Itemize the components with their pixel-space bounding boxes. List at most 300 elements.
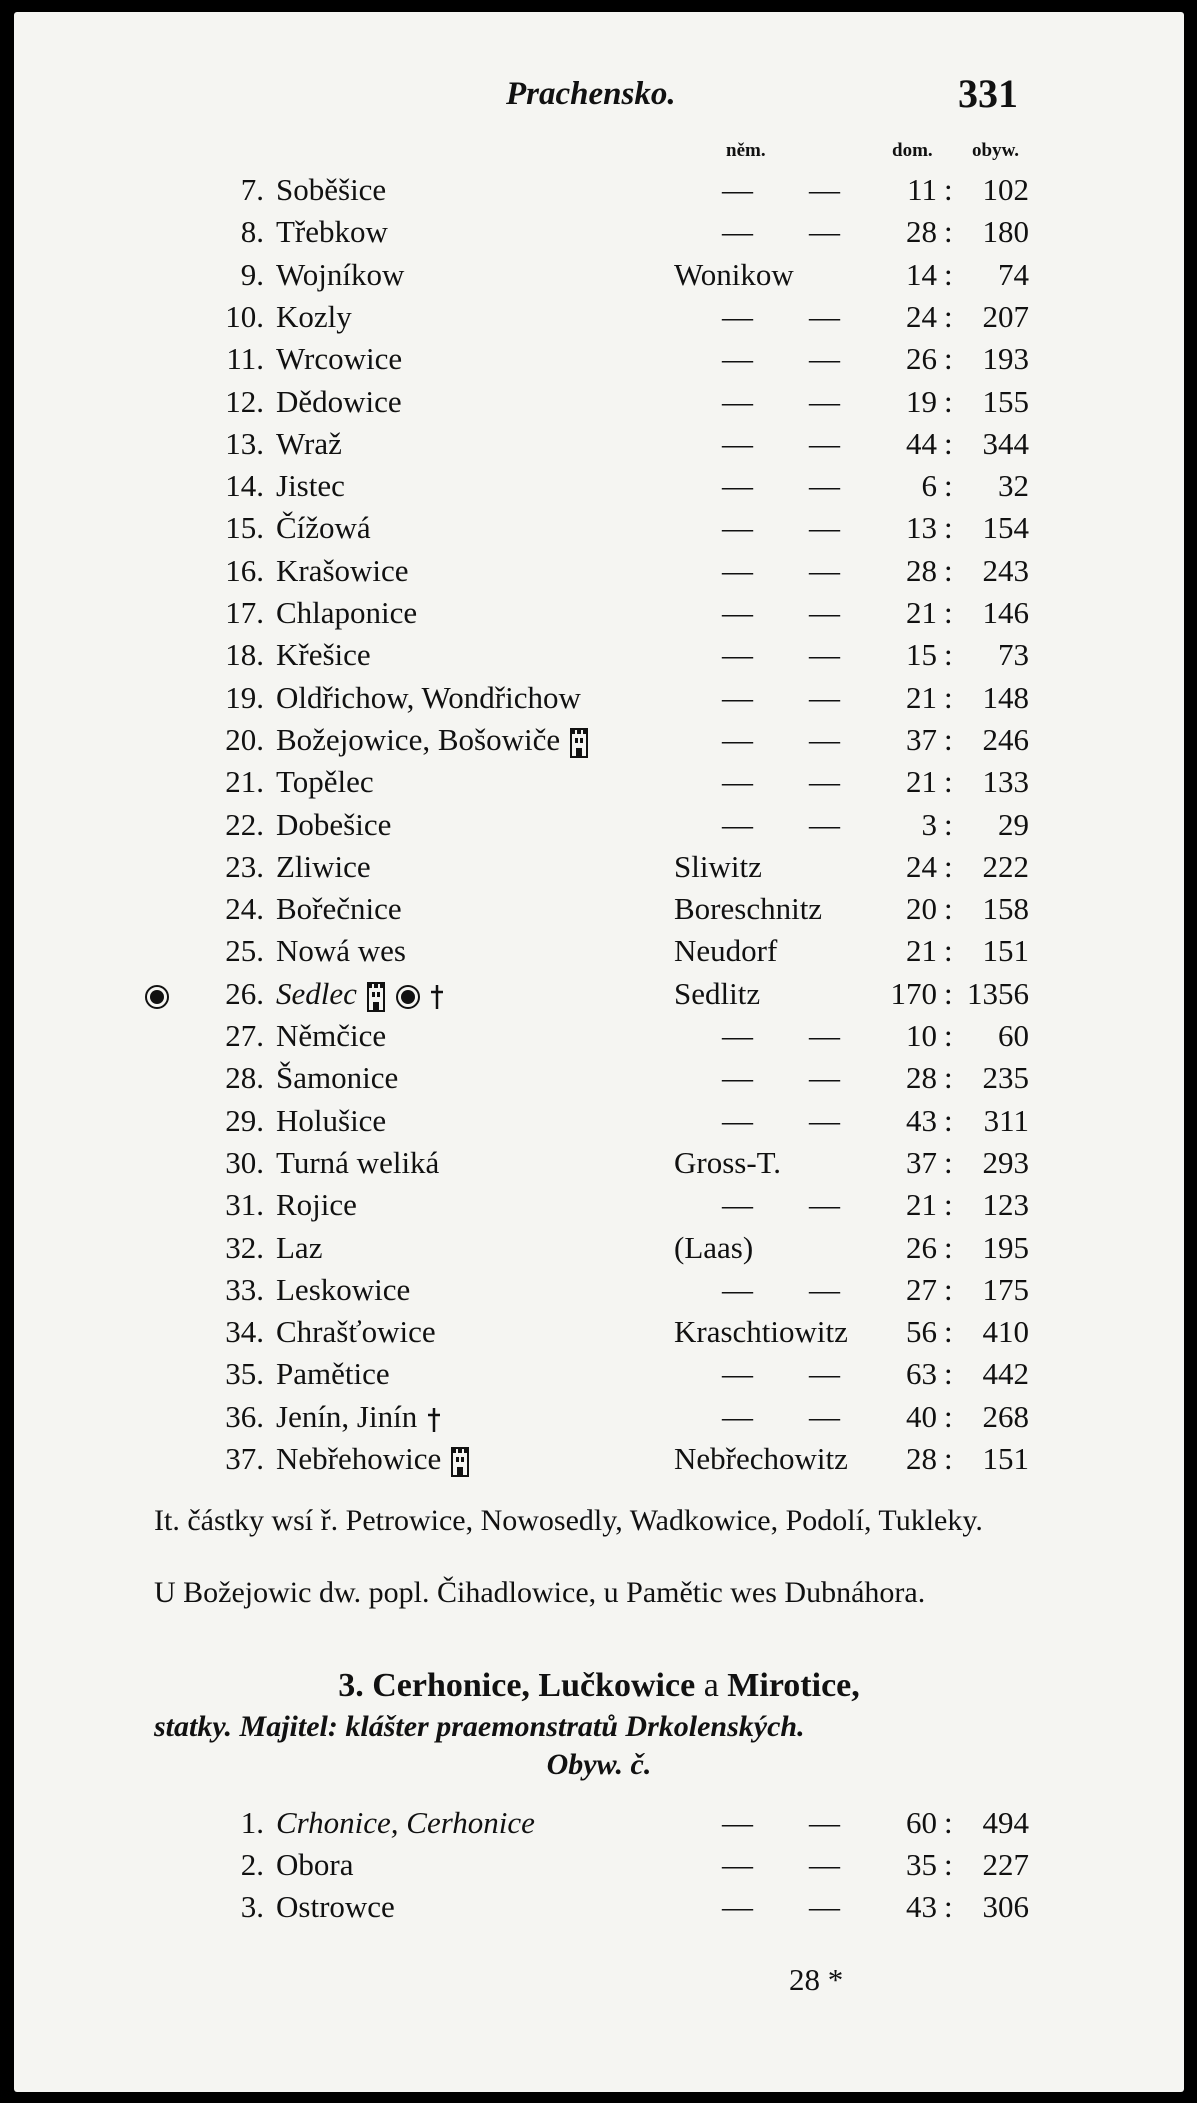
table-row [14,722,1184,764]
dash-mark: — [809,383,840,419]
village-name [276,1889,395,1925]
dash-mark: — [722,806,753,842]
table-row [14,468,1184,510]
village-name [276,1314,436,1350]
church-cross-icon [425,1406,443,1434]
population-count: 133 [982,764,1029,800]
village-name-text: Krašowice [276,552,409,588]
house-count: 24 [906,298,937,334]
section-title-second: Mirotice, [727,1667,860,1704]
house-count: 43 [906,1889,937,1924]
dash-mark: — [809,764,840,800]
dash-mark: — [722,1102,753,1138]
house-count: 170 [890,975,937,1011]
signature-mark: 28 * [789,1962,844,1997]
row-number: 12. [225,383,264,419]
page-number: 331 [958,71,1018,116]
village-name-text: Nebřehowice [276,1441,442,1476]
colon-separator: : [944,764,953,800]
table-row [14,637,1184,679]
table-row [14,976,1184,1018]
table-row [14,1399,1184,1441]
dash-mark: — [722,1889,753,1924]
village-name [276,764,374,800]
section-subtitle: statky. Majitel: klášter praemonstratů Drkolenských. [154,1710,805,1743]
village-name-text: Zliwice [276,848,371,884]
section-title-number: 3. [338,1667,364,1704]
village-name-text: Nowá wes [276,933,406,969]
church-cross-icon [428,983,446,1011]
population-count: 494 [982,1805,1029,1840]
population-count: 195 [982,1229,1029,1265]
house-count: 26 [906,1229,937,1265]
house-count: 6 [921,468,937,504]
village-name [276,341,402,377]
table-row [14,807,1184,849]
row-number: 1. [240,1805,264,1840]
section-title [14,1667,1184,1705]
dash-mark: — [722,764,753,800]
colon-separator: : [944,1805,953,1840]
population-count: 207 [982,298,1029,334]
village-name-text: Wojníkow [276,256,405,292]
village-name [276,1805,535,1841]
population-count: 306 [982,1889,1029,1924]
dash-mark: — [722,721,753,757]
house-count: 21 [906,764,937,800]
village-name [276,595,417,631]
dash-mark: — [809,1889,840,1924]
row-number: 30. [225,1144,264,1180]
dash-mark: — [809,595,840,630]
colon-separator: : [944,848,953,884]
dash-mark: — [809,468,840,504]
village-name [276,807,391,843]
table-row [14,384,1184,426]
dash-mark: — [809,298,840,334]
column-head-nem: něm. [726,140,766,161]
village-name-text: Pamětice [276,1356,390,1392]
table-row [14,172,1184,214]
population-count: 73 [998,637,1029,673]
dash-mark: — [809,172,840,207]
table-row [14,595,1184,637]
colon-separator: : [944,1187,953,1223]
dash-mark: — [722,595,753,630]
house-count: 13 [906,510,937,546]
village-name [276,1187,357,1223]
dash-mark: — [809,1398,840,1434]
table-row [14,1187,1184,1229]
village-name-text: Kozly [276,298,352,334]
house-count: 11 [907,172,937,207]
population-count: 180 [982,214,1029,250]
house-count: 28 [906,1441,937,1476]
dash-mark: — [722,1187,753,1223]
table-row [14,1060,1184,1102]
house-count: 37 [906,721,937,757]
table-row [14,1103,1184,1145]
parish-circle-icon [395,984,421,1010]
table-row [14,214,1184,256]
dash-mark: — [722,1805,753,1840]
german-name: Nebřechowitz [674,1441,848,1476]
dash-mark: — [809,341,840,377]
population-count: 243 [982,552,1029,588]
dash-mark: — [809,1018,840,1053]
dash-mark: — [809,1847,840,1882]
table-row [14,1847,1184,1889]
village-name-text: Soběšice [276,172,387,207]
table-row [14,553,1184,595]
table-row [14,849,1184,891]
village-name-text: Jenín, Jinín [276,1398,418,1434]
village-name [276,257,404,293]
castle-icon [449,1446,471,1478]
population-count: 175 [982,1271,1029,1307]
colon-separator: : [944,1847,953,1882]
dash-mark: — [722,425,753,461]
row-number: 14. [225,468,264,504]
population-count: 154 [982,510,1029,546]
colon-separator: : [944,341,953,377]
dash-mark: — [809,1805,840,1840]
running-title: Prachensko. [506,76,676,112]
dash-mark: — [722,172,753,207]
note-settlements: U Božejowic dw. popl. Čihadlowice, u Pamětic wes Dubnáhora. [154,1576,926,1609]
house-count: 10 [906,1018,937,1053]
village-name-text: Chlaponice [276,595,418,630]
dash-mark: — [809,1356,840,1392]
dash-mark: — [722,679,753,715]
row-number: 35. [225,1356,264,1392]
row-number: 37. [225,1441,264,1476]
population-count: 32 [998,468,1029,504]
village-name [276,1441,471,1478]
dash-mark: — [722,341,753,377]
colon-separator: : [944,256,953,292]
village-name [276,1018,386,1054]
village-name [276,1103,386,1139]
village-name-text: Ostrowce [276,1889,395,1924]
house-count: 24 [906,848,937,884]
town-mark [144,976,170,1012]
population-count: 311 [983,1102,1029,1138]
column-head-dom: dom. [892,140,933,161]
village-name [276,299,352,335]
row-number: 21. [225,764,264,800]
colon-separator: : [944,1271,953,1307]
row-number: 17. [225,595,264,630]
house-count: 15 [906,637,937,673]
house-count: 44 [906,425,937,461]
dash-mark: — [809,214,840,250]
house-count: 60 [906,1805,937,1840]
german-name: Sliwitz [674,848,762,884]
colon-separator: : [944,1889,953,1924]
dash-mark: — [722,468,753,504]
german-name: Kraschtiowitz [674,1314,848,1350]
dash-mark: — [722,214,753,250]
population-count: 102 [982,172,1029,207]
colon-separator: : [944,468,953,504]
dash-mark: — [809,637,840,673]
colon-separator: : [944,1060,953,1096]
german-name: (Laas) [674,1229,754,1265]
house-count: 28 [906,1060,937,1096]
village-name [276,891,402,927]
table-row [14,1272,1184,1314]
village-name-text: Wraž [276,425,342,461]
section-title-and: a [703,1667,719,1704]
table-row [14,1441,1184,1483]
village-name-text: Sedlec [276,975,357,1011]
population-count: 155 [982,383,1029,419]
house-count: 3 [921,806,937,842]
german-name: Neudorf [674,933,778,969]
colon-separator: : [944,1356,953,1392]
population-count: 158 [982,891,1029,927]
row-number: 32. [225,1229,264,1265]
village-name [276,510,371,546]
colon-separator: : [944,1441,953,1476]
population-count: 227 [982,1847,1029,1882]
village-name-text: Bořečnice [276,891,402,927]
village-name [276,722,590,759]
colon-separator: : [944,1144,953,1180]
row-number: 22. [225,806,264,842]
row-number: 24. [225,891,264,927]
population-count: 410 [982,1314,1029,1350]
colon-separator: : [944,1018,953,1053]
population-count: 1356 [967,975,1029,1011]
house-count: 14 [906,256,937,292]
house-count: 37 [906,1144,937,1180]
village-name-text: Holušice [276,1102,387,1138]
table-row [14,257,1184,299]
dash-mark: — [809,806,840,842]
german-name: Sedlitz [674,975,761,1011]
dash-mark: — [722,1060,753,1096]
colon-separator: : [944,721,953,757]
village-name [276,1145,439,1181]
population-count: 293 [982,1144,1029,1180]
row-number: 31. [225,1187,264,1223]
dash-mark: — [809,1060,840,1096]
colon-separator: : [944,975,953,1011]
population-count: 74 [998,256,1029,292]
village-name-text: Rojice [276,1187,357,1223]
castle-icon [365,981,387,1013]
colon-separator: : [944,1102,953,1138]
row-number: 2. [240,1847,264,1882]
village-name-text: Dobešice [276,806,392,842]
village-name-text: Crhonice, Cerhonice [276,1805,535,1840]
village-name [276,1399,443,1435]
row-number: 34. [225,1314,264,1350]
row-number: 8. [240,214,264,250]
village-name [276,976,446,1013]
population-count: 151 [982,933,1029,969]
population-count: 246 [982,721,1029,757]
row-number: 29. [225,1102,264,1138]
village-name-text: Laz [276,1229,323,1265]
village-name [276,172,386,208]
village-name-text: Oldřichow, Wondřichow [276,679,581,715]
row-number: 19. [225,679,264,715]
note-other-villages: It. částky wsí ř. Petrowice, Nowosedly, Wadkowice, Podolí, Tukleky. [154,1504,983,1537]
row-number: 3. [240,1889,264,1924]
table-row [14,680,1184,722]
table-row [14,1314,1184,1356]
population-count: 148 [982,679,1029,715]
population-count: 442 [982,1356,1029,1392]
village-name-text: Topělec [276,764,374,800]
village-name-text: Jistec [276,468,345,504]
village-name-text: Šamonice [276,1060,399,1096]
village-name [276,1060,398,1096]
village-name-text: Třebkow [276,214,388,250]
village-name-text: Čížowá [276,510,371,546]
dash-mark: — [722,637,753,673]
colon-separator: : [944,214,953,250]
colon-separator: : [944,298,953,334]
population-count: 60 [998,1018,1029,1053]
row-number: 28. [225,1060,264,1096]
dash-mark: — [722,552,753,588]
population-count: 344 [982,425,1029,461]
table-row [14,299,1184,341]
house-count: 19 [906,383,937,419]
village-name-text: Wrcowice [276,341,403,377]
row-number: 27. [225,1018,264,1053]
colon-separator: : [944,425,953,461]
village-name [276,214,388,250]
row-number: 18. [225,637,264,673]
population-count: 268 [982,1398,1029,1434]
village-name [276,553,409,589]
table-row [14,933,1184,975]
table-row [14,1889,1184,1931]
colon-separator: : [944,510,953,546]
village-name [276,1230,322,1266]
section-subtitle-population: Obyw. č. [546,1748,652,1781]
colon-separator: : [944,679,953,715]
village-name [276,680,581,716]
row-number: 23. [225,848,264,884]
section-title-first: Cerhonice, Lučkowice [372,1667,696,1704]
dash-mark: — [809,1102,840,1138]
page [14,12,1184,2092]
table-row [14,1145,1184,1187]
village-name [276,849,371,885]
house-count: 21 [906,1187,937,1223]
table-row [14,1805,1184,1847]
population-count: 29 [998,806,1029,842]
table-row [14,891,1184,933]
village-name [276,468,345,504]
row-number: 26. [225,975,264,1011]
village-name [276,1272,410,1308]
population-count: 151 [982,1441,1029,1476]
row-number: 10. [225,298,264,334]
dash-mark: — [809,425,840,461]
table-row [14,1018,1184,1060]
row-number: 15. [225,510,264,546]
house-count: 21 [906,595,937,630]
house-count: 63 [906,1356,937,1392]
dash-mark: — [722,383,753,419]
village-name-text: Leskowice [276,1271,411,1307]
house-count: 40 [906,1398,937,1434]
row-number: 20. [225,721,264,757]
row-number: 36. [225,1398,264,1434]
dash-mark: — [722,1018,753,1053]
dash-mark: — [722,1356,753,1392]
table-row [14,1356,1184,1398]
table-row [14,426,1184,468]
dash-mark: — [722,298,753,334]
colon-separator: : [944,1314,953,1350]
house-count: 28 [906,214,937,250]
house-count: 28 [906,552,937,588]
dash-mark: — [809,1187,840,1223]
house-count: 35 [906,1847,937,1882]
dash-mark: — [809,721,840,757]
house-count: 56 [906,1314,937,1350]
dash-mark: — [809,552,840,588]
row-number: 25. [225,933,264,969]
colon-separator: : [944,933,953,969]
dash-mark: — [809,1271,840,1307]
row-number: 33. [225,1271,264,1307]
german-name: Wonikow [674,256,794,292]
german-name: Boreschnitz [674,891,823,927]
population-count: 222 [982,848,1029,884]
dash-mark: — [722,1398,753,1434]
colon-separator: : [944,891,953,927]
dash-mark: — [722,1271,753,1307]
row-number: 13. [225,425,264,461]
house-count: 27 [906,1271,937,1307]
village-name [276,637,371,673]
dash-mark: — [809,679,840,715]
population-count: 123 [982,1187,1029,1223]
village-name [276,384,402,420]
row-number: 7. [240,172,264,207]
village-name [276,1356,390,1392]
dash-mark: — [722,1847,753,1882]
village-name-text: Božejowice, Bošowiče [276,721,561,757]
colon-separator: : [944,1398,953,1434]
village-name-text: Němčice [276,1018,387,1053]
colon-separator: : [944,595,953,630]
row-number: 11. [226,341,264,377]
german-name: Gross-T. [674,1144,782,1180]
village-name-text: Dědowice [276,383,402,419]
castle-icon [568,727,590,759]
village-name-text: Obora [276,1847,354,1882]
colon-separator: : [944,637,953,673]
column-head-obyw: obyw. [972,140,1019,161]
village-name-text: Turná weliká [276,1144,440,1180]
colon-separator: : [944,806,953,842]
colon-separator: : [944,1229,953,1265]
village-name [276,933,406,969]
table-row [14,510,1184,552]
colon-separator: : [944,552,953,588]
village-name-text: Chrašťowice [276,1314,436,1350]
